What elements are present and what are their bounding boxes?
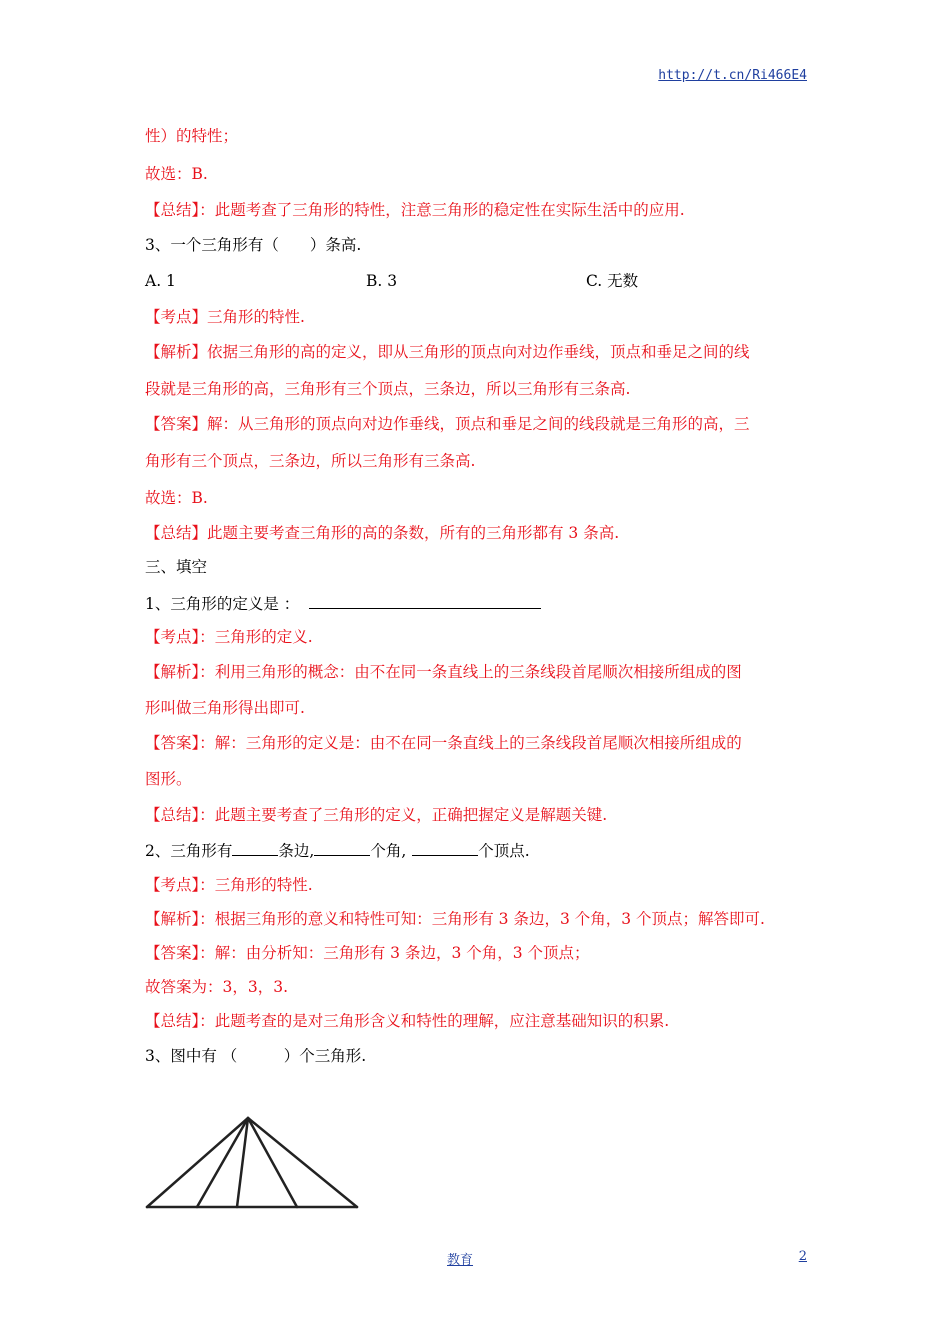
page-number: 2 xyxy=(798,1249,807,1264)
answer-line: 图形。 xyxy=(145,770,192,788)
answer-line: 故答案为：3，3，3. xyxy=(145,978,289,996)
question-text: 条边, xyxy=(278,842,315,860)
question-text: 个角, xyxy=(370,842,407,860)
fill-question-2 xyxy=(145,840,530,861)
text-line: 故选：B. xyxy=(145,489,208,507)
summary-line: 【总结】：此题考查了三角形的特性，注意三角形的稳定性在实际生活中的应用. xyxy=(145,201,685,219)
triangle-figure xyxy=(145,1115,365,1215)
section-heading: 三、填空 xyxy=(145,558,208,576)
option-c: C. 无数 xyxy=(586,272,639,290)
answer-blank xyxy=(309,593,541,609)
summary-line: 【总结】：此题考查的是对三角形含义和特性的理解，应注意基础知识的积累. xyxy=(145,1012,670,1030)
answer-line: 角形有三个顶点，三条边，所以三角形有三条高. xyxy=(145,452,476,470)
answer-line: 【答案】解：从三角形的顶点向对边作垂线，顶点和垂足之间的线段就是三角形的高，三 xyxy=(145,415,750,433)
keypoint-line: 【考点】三角形的特性. xyxy=(145,308,305,326)
summary-line: 【总结】：此题主要考查了三角形的定义，正确把握定义是解题关键. xyxy=(145,806,608,824)
header-link[interactable]: http://t.cn/Ri466E4 xyxy=(658,68,807,83)
question-text: 个顶点. xyxy=(478,842,530,860)
left-edge xyxy=(147,1118,248,1207)
answer-blank xyxy=(232,840,278,856)
keypoint-line: 【考点】：三角形的特性. xyxy=(145,876,313,894)
keypoint-line: 【考点】：三角形的定义. xyxy=(145,628,313,646)
question-3: 3、一个三角形有（ ）条高. xyxy=(145,236,362,254)
answer-blank xyxy=(314,840,370,856)
answer-line: 【答案】：解：由分析知：三角形有 3 条边，3 个角，3 个顶点； xyxy=(145,944,590,962)
text-line: 故选：B. xyxy=(145,165,208,183)
option-a: A. 1 xyxy=(145,272,176,290)
summary-line: 【总结】此题主要考查三角形的高的条数，所有的三角形都有 3 条高. xyxy=(145,524,620,542)
question-text: 2、三角形有 xyxy=(145,842,233,860)
analysis-line: 【解析】依据三角形的高的定义，即从三角形的顶点向对边作垂线，顶点和垂足之间的线 xyxy=(145,343,750,361)
answer-blank xyxy=(412,840,478,856)
analysis-line: 【解析】：利用三角形的概念：由不在同一条直线上的三条线段首尾顺次相接所组成的图 xyxy=(145,663,742,681)
analysis-line: 形叫做三角形得出即可. xyxy=(145,699,305,717)
option-b: B. 3 xyxy=(366,272,398,290)
answer-line: 【答案】：解：三角形的定义是：由不在同一条直线上的三条线段首尾顺次相接所组成的 xyxy=(145,734,742,752)
inner-segment-3 xyxy=(248,1118,297,1207)
analysis-line: 段就是三角形的高，三角形有三个顶点，三条边，所以三角形有三条高. xyxy=(145,380,631,398)
fill-question-1 xyxy=(145,593,541,614)
analysis-line: 【解析】：根据三角形的意义和特性可知：三角形有 3 条边，3 个角，3 个顶点；解答即可. xyxy=(145,910,765,928)
text-line: 性）的特性； xyxy=(145,127,239,145)
inner-segment-1 xyxy=(197,1118,248,1207)
question-text: 1、三角形的定义是 ： xyxy=(145,595,300,613)
right-edge xyxy=(248,1118,357,1207)
footer-link[interactable]: 教育 xyxy=(447,1253,474,1268)
fill-question-3: 3、图中有 （ ）个三角形. xyxy=(145,1047,367,1065)
inner-segment-2 xyxy=(237,1118,248,1207)
